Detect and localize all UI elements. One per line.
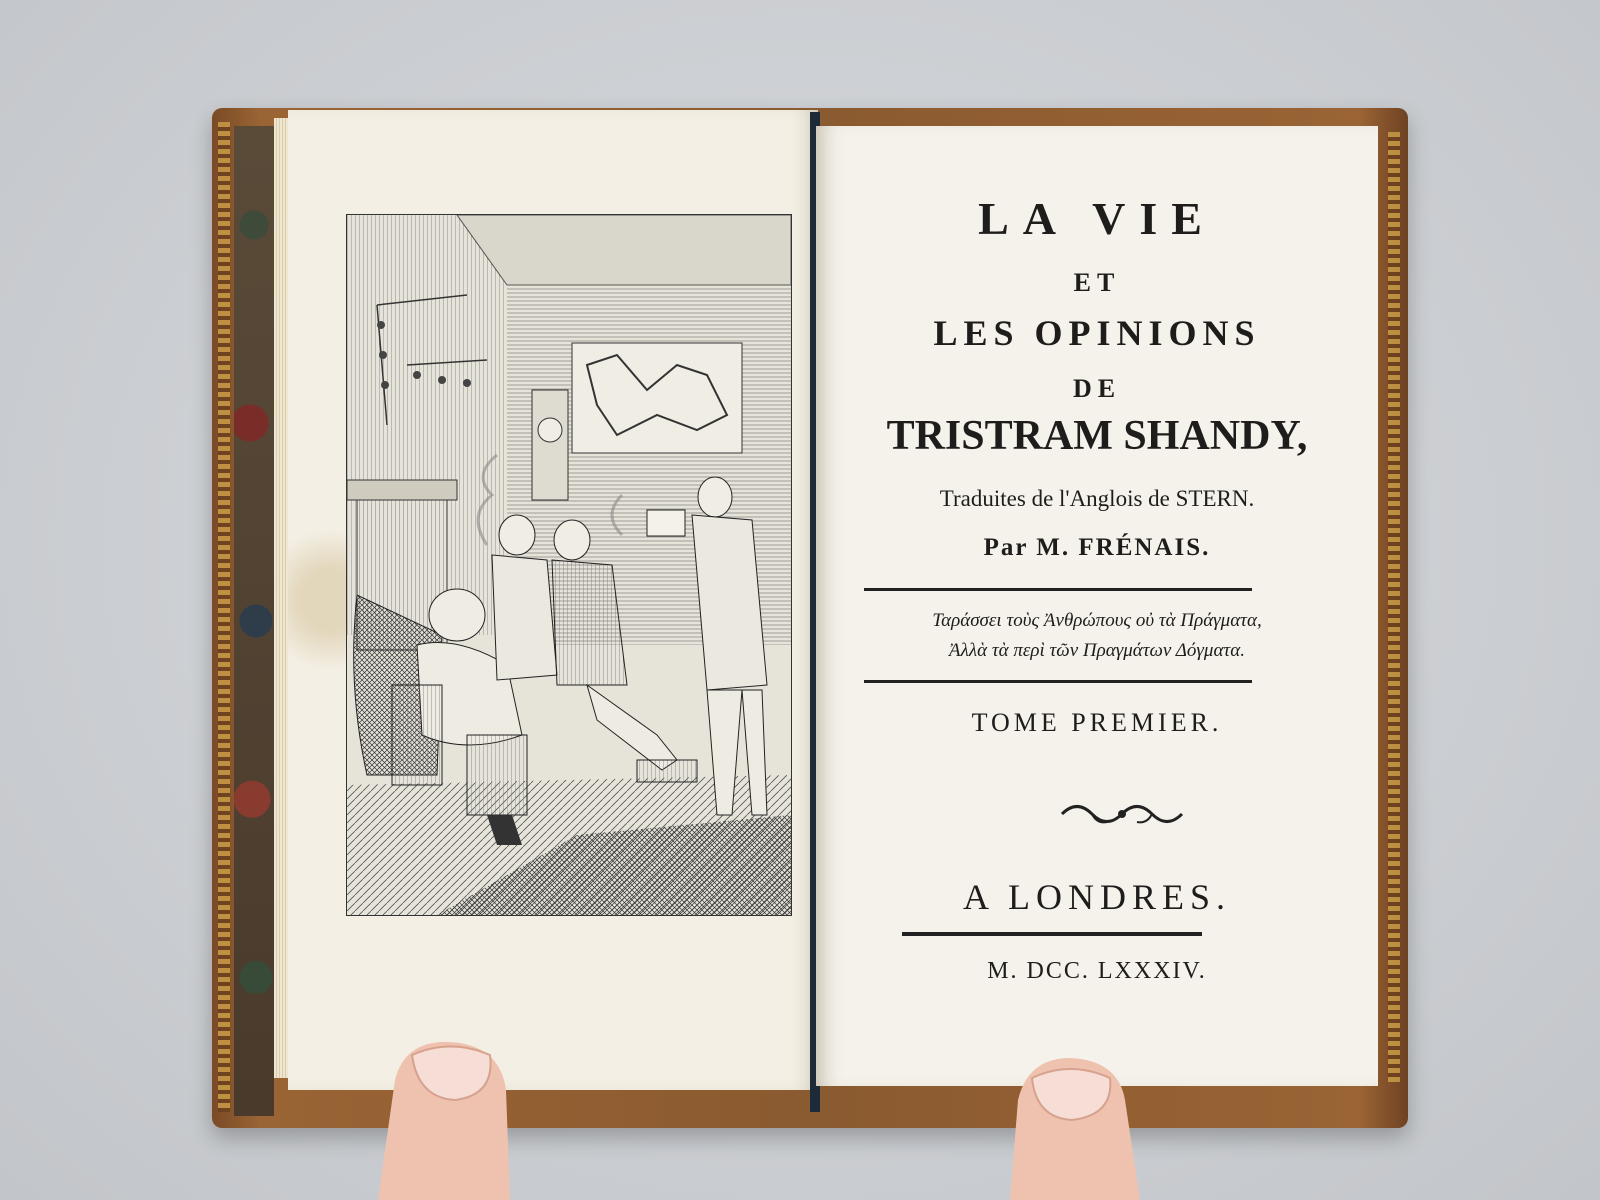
gilt-border-left	[218, 122, 230, 1112]
fleuron-ornament-icon	[1052, 794, 1192, 834]
title-line-la-vie: LA VIE	[978, 193, 1216, 244]
title-line-tristram-shandy: TRISTRAM SHANDY,	[886, 413, 1308, 459]
marbled-endpaper	[234, 126, 274, 1116]
title-line-et: ET	[1073, 268, 1121, 297]
gilt-border-right	[1388, 132, 1400, 1082]
engraving-illustration	[347, 215, 791, 915]
imprint-year: M. DCC. LXXXIV.	[987, 958, 1207, 984]
open-book	[212, 108, 1408, 1128]
title-page-text	[816, 126, 1378, 1086]
rule-bottom	[864, 680, 1252, 683]
epigraph-line-2: Ἀλλὰ τὰ περὶ τῶν Πραγμάτων Δόγματα.	[949, 640, 1245, 661]
imprint-place: A LONDRES.	[962, 877, 1232, 917]
title-line-de: DE	[1072, 374, 1122, 403]
rule-top	[864, 588, 1252, 591]
translation-note: Traduites de l'Anglois de STERN.	[939, 486, 1255, 511]
epigraph-line-1: Ταράσσει τοὺς Ἀνθρώπους οὐ τὰ Πράγματα,	[932, 610, 1262, 631]
rule-imprint	[902, 932, 1202, 936]
frontispiece-engraving	[346, 214, 792, 916]
translator-credit: Par M. FRÉNAIS.	[983, 534, 1211, 561]
title-line-les-opinions: LES OPINIONS	[933, 313, 1261, 353]
volume-label: TOME PREMIER.	[971, 708, 1223, 737]
